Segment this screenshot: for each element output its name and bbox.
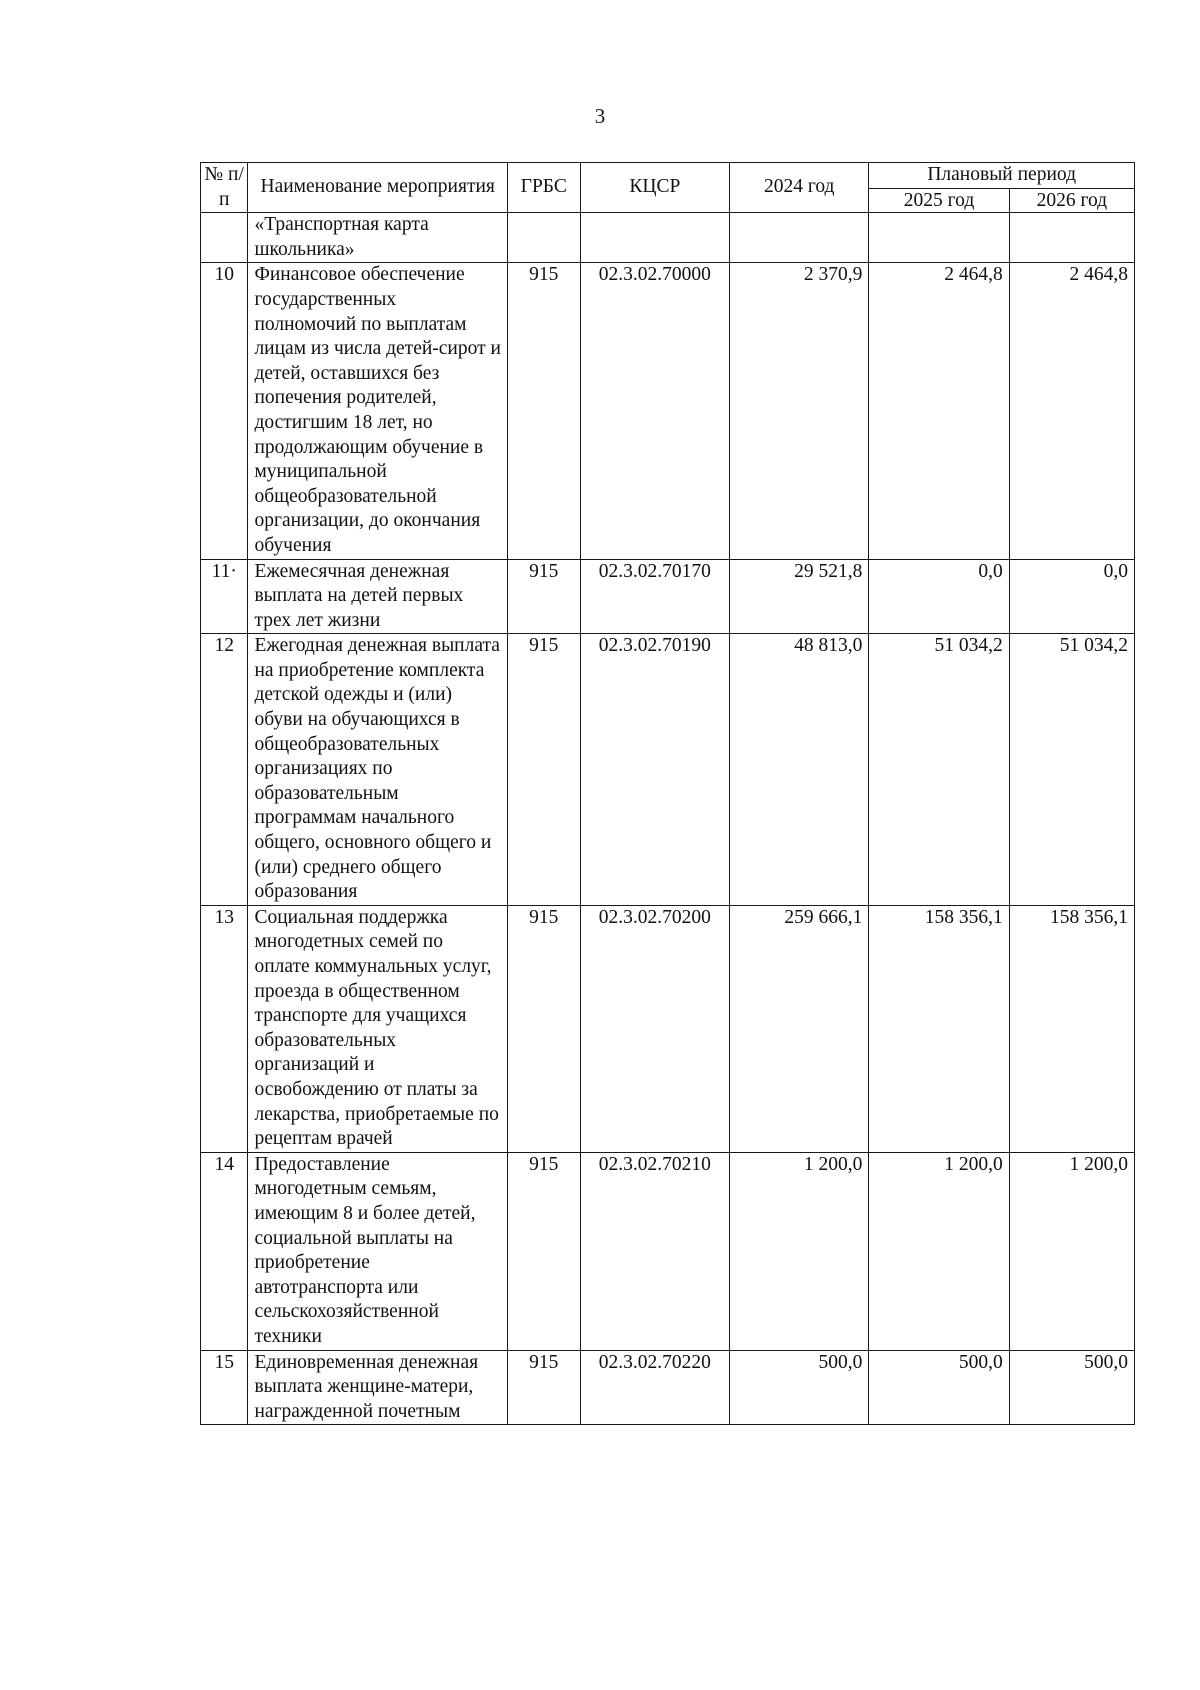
row-name: «Транспортная карта школьника»: [248, 213, 507, 263]
row-kcsr: 02.3.02.70190: [580, 634, 729, 906]
row-2026: 500,0: [1009, 1350, 1134, 1425]
header-grbs: ГРБС: [507, 163, 580, 213]
row-num: 15: [201, 1350, 248, 1425]
header-2025: 2025 год: [869, 189, 1009, 213]
row-2026: 0,0: [1009, 559, 1134, 634]
row-grbs: 915: [507, 263, 580, 559]
row-name: Ежемесячная денежная выплата на детей первых трех лет жизни: [248, 559, 507, 634]
row-name: Ежегодная денежная выплата на приобретение комплекта детской одежды и (или) обуви на обучающихся в общеобразовательных организациях по образовательным программам начального общего, основного общего и (или) среднего общего образования: [248, 634, 507, 906]
row-num: [201, 213, 248, 263]
table-row: [201, 263, 1135, 559]
row-kcsr: 02.3.02.70210: [580, 1152, 729, 1350]
table-row: [201, 213, 1135, 263]
row-num: 14: [201, 1152, 248, 1350]
row-2025: 2 464,8: [869, 263, 1009, 559]
row-2024: 2 370,9: [730, 263, 869, 559]
header-num: № п/п: [201, 163, 248, 213]
row-2026: [1009, 213, 1134, 263]
row-num: 10: [201, 263, 248, 559]
row-grbs: 915: [507, 1350, 580, 1425]
row-2025: 0,0: [869, 559, 1009, 634]
row-kcsr: 02.3.02.70200: [580, 905, 729, 1152]
table-row: [201, 905, 1135, 1152]
row-2026: 1 200,0: [1009, 1152, 1134, 1350]
row-2025: [869, 213, 1009, 263]
table-row: [201, 559, 1135, 634]
row-2026: 2 464,8: [1009, 263, 1134, 559]
row-num: 11·: [201, 559, 248, 634]
row-num: 13: [201, 905, 248, 1152]
row-name: Предоставление многодетным семьям, имеющим 8 и более детей, социальной выплаты на приобретение автотранспорта или сельскохозяйственной техники: [248, 1152, 507, 1350]
table-row: [201, 1152, 1135, 1350]
header-kcsr: КЦСР: [580, 163, 729, 213]
row-grbs: 915: [507, 1152, 580, 1350]
header-planned-period: Плановый период: [869, 163, 1135, 189]
page-number: 3: [594, 104, 606, 128]
row-name: Единовременная денежная выплата женщине-матери, награжденной почетным: [248, 1350, 507, 1425]
row-grbs: 915: [507, 905, 580, 1152]
row-2024: 29 521,8: [730, 559, 869, 634]
budget-table: [200, 162, 1135, 1425]
row-kcsr: 02.3.02.70000: [580, 263, 729, 559]
row-2024: 48 813,0: [730, 634, 869, 906]
row-grbs: 915: [507, 559, 580, 634]
row-grbs: [507, 213, 580, 263]
row-2025: 500,0: [869, 1350, 1009, 1425]
header-2026: 2026 год: [1009, 189, 1134, 213]
row-name: Социальная поддержка многодетных семей по оплате коммунальных услуг, проезда в общественном транспорте для учащихся образовательных организаций и освобождению от платы за лекарства, приобретаемые по рецептам врачей: [248, 905, 507, 1152]
header-2024: 2024 год: [730, 163, 869, 213]
row-2024: 1 200,0: [730, 1152, 869, 1350]
table-row: [201, 1350, 1135, 1425]
row-2024: [730, 213, 869, 263]
row-kcsr: [580, 213, 729, 263]
row-kcsr: 02.3.02.70170: [580, 559, 729, 634]
row-num: 12: [201, 634, 248, 906]
row-2026: 51 034,2: [1009, 634, 1134, 906]
row-2025: 51 034,2: [869, 634, 1009, 906]
row-grbs: 915: [507, 634, 580, 906]
table-row: [201, 634, 1135, 906]
row-kcsr: 02.3.02.70220: [580, 1350, 729, 1425]
header-name: Наименование мероприятия: [248, 163, 507, 213]
row-2025: 1 200,0: [869, 1152, 1009, 1350]
row-2026: 158 356,1: [1009, 905, 1134, 1152]
row-2025: 158 356,1: [869, 905, 1009, 1152]
row-2024: 500,0: [730, 1350, 869, 1425]
row-name: Финансовое обеспечение государственных полномочий по выплатам лицам из числа детей-сирот и детей, оставшихся без попечения родителей, достигшим 18 лет, но продолжающим обучение в муниципальной общеобразовательной организации, до окончания обучения: [248, 263, 507, 559]
row-2024: 259 666,1: [730, 905, 869, 1152]
